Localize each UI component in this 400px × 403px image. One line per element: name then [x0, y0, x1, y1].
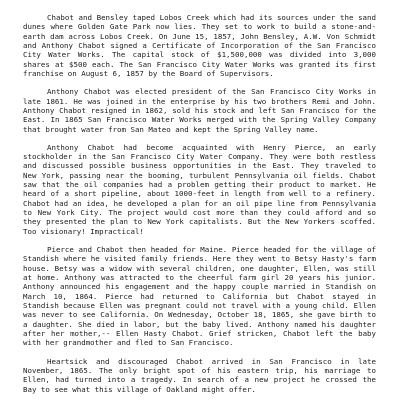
- paragraph-5: Heartsick and discouraged Chabot arrived in San Francisco in late November, 1865. The only bright spot of his eastern trip, his marriage to Ellen, had turned into a tragedy. In search of a new project he crossed the Bay to see what this village of Oakland might offer.: [23, 356, 376, 394]
- paragraph-1: Chabot and Bensley taped Lobos Creek which had its sources under the sand dunes where Golden Gate Park now lies. They set to work to build a stone-and-earth dam across Lobos Creek. On June 15, 1857, John Bensley, A.W. Von Schmidt and Anthony Chabot signed a Certificate of Incorporation of the San Francisco City Water Works. The capital stock of $1,500,000 was divided into 3,000 shares at $500 each. The San Francisco City Water Works was granted its first franchise on August 6, 1857 by the Board of Supervisors.: [23, 13, 376, 79]
- paragraph-4: Pierce and Chabot then headed for Maine. Pierce headed for the village of Standish where he visited family friends. Here they went to Betsy Hasty's farm house. Betsy was a widow with several children, one daughter, Ellen, was still at home. Anthony was attracted to the cheerful farm girl 20 years his junior. Anthony announced his engagement and the happy couple married in Standish on March 10, 1864. Pierce had returned to California but Chabot stayed in Standish because Ellen was pregnant could not travel with a young child. Ellen was never to see California. On Wednesday, October 18, 1865, she gave birth to a daughter. She died in labor, but the baby lived. Anthony named his daughter after her mother,-- Ellen Hasty Chabot. Grief stricken, Chabot left the baby with her grandmother and fled to San Francisco.: [23, 244, 376, 348]
- paragraph-3: Anthony Chabot had become acquainted with Henry Pierce, an early stockholder in the San Francisco City Water Company. They were both restless and discussed possible business opportunities in the East. They traveled to New York, passing near the booming, turbulent Pennsylvania oil fields. Chabot saw that the oil companies had a problem getting their product to market. He heard of a short pipeline, about 1000-feet in length from well to a refinery. Chabot had an idea, he developed a plan for an oil pipe line from Pennsylvania to New York City. The project would cost more than they could afford and so they presented the plan to New York capitalists. But the New Yorkers scoffed. Too visionary! Impractical!: [23, 142, 376, 236]
- paragraph-2: Anthony Chabot was elected president of the San Francisco City Works in late 1861. He was joined in the enterprise by his two brothers Remi and John. Anthony Chabot resigned in 1862, sold his stock and left San Francisco for the East. In 1865 San Francisco Water Works merged with the Spring Valley Company that brought water from San Mateo and kept the Spring Valley name.: [23, 87, 376, 134]
- document-body: [23, 13, 376, 403]
